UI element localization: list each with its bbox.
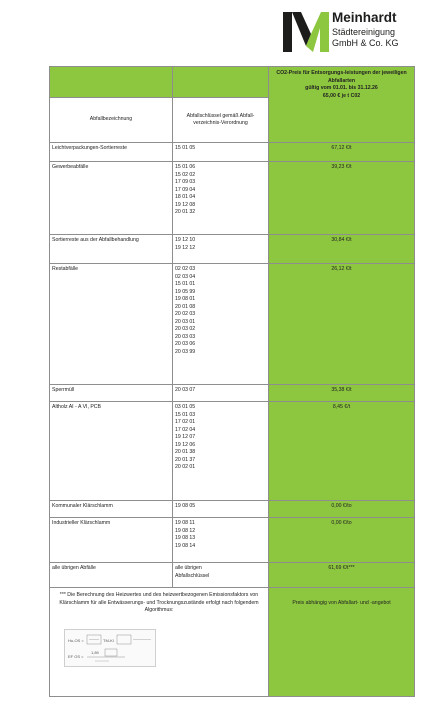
waste-code: 20 01 08 [175,303,196,310]
waste-code: 20 02 01 [175,464,196,470]
waste-code: 20 03 06 [175,341,196,347]
footnote-cell [50,588,269,697]
waste-code: 19 12 12 [175,244,196,251]
waste-code: Abfallschlüssel [175,572,210,579]
waste-name: Kommunaler Klärschlamm [50,501,173,518]
waste-price: 67,12 €/t [269,143,415,162]
waste-code: 19 05 99 [175,288,196,295]
waste-code: 17 02 04 [175,426,196,433]
waste-codes [173,162,269,235]
waste-code: 20 01 32 [175,209,196,215]
co2-price-table [49,66,415,697]
waste-code: 19 08 01 [175,296,196,302]
waste-codes [173,402,269,501]
waste-name: Sortierreste aus der Abfallbehandlung [50,235,173,264]
waste-price: 35,38 €/t [269,385,415,402]
table-row [50,143,415,162]
waste-code: 19 08 14 [175,542,196,549]
header-price-title: CO2-Preis für Entsorgungs-leistungen der jeweiligen Abfallarten [276,70,407,84]
waste-code: 18 01 04 [175,194,196,200]
waste-code: 20 01 38 [175,449,196,455]
waste-code: 20 03 03 [175,333,196,340]
header-waste-name: Abfallbezeichnung [50,98,173,143]
waste-code: 20 03 02 [175,326,196,332]
header-waste-code: Abfallschlüssel gemäß Abfall-verzeichnis-Verordnung [173,98,269,143]
waste-code: 15 02 02 [175,171,196,178]
meinhardt-logo-icon [283,12,329,52]
waste-code: 20 03 01 [175,318,196,325]
table-row [50,563,415,588]
formula-image [64,629,156,667]
waste-codes [173,518,269,563]
waste-code: 19 08 12 [175,527,196,534]
waste-code: 20 01 37 [175,456,196,463]
header-price-rate: 65,00 € je t C02 [322,92,361,99]
waste-price: 0,00 €/to [269,501,415,518]
table-row [50,162,415,235]
waste-price: 30,84 €/t [269,235,415,264]
header-price-column [269,67,415,143]
waste-code: alle übrigen [175,565,202,571]
table-footnote-row [50,588,415,697]
waste-name: Industrieller Klärschlamm [50,518,173,563]
waste-codes [173,501,269,518]
svg-text:EF OS =: EF OS = [68,653,84,659]
company-logo [283,9,423,53]
waste-code: 15 01 01 [175,281,196,287]
table-row [50,264,415,385]
waste-codes [173,235,269,264]
logo-subtitle-line1: Städtereinigung [332,27,396,37]
waste-code: 19 12 06 [175,441,196,448]
table-row [50,518,415,563]
waste-code: 15 01 06 [175,164,196,170]
waste-name: Leichtverpackungen-Sortierreste [50,143,173,162]
waste-code: 20 03 07 [175,387,196,393]
waste-code: 19 08 13 [175,535,196,541]
formula-graphic [65,630,155,666]
waste-code: 02 02 03 [175,266,196,272]
waste-name: Gewerbeabfälle [50,162,173,235]
table-green-top-row [50,67,415,98]
waste-codes [173,264,269,385]
waste-name: Restabfälle [50,264,173,385]
header-green-cell [50,67,173,98]
waste-name: Altholz AI - A VI, PCB [50,402,173,501]
footnote-text: *** Die Berechnung des Heizwertes und des heizwertbezogenen Emissionsfaktors von Klärschlamm für alle Entwässerungs- und Trocknungszustände erfolgt nach folgendem Algorithmus: [59,592,259,613]
waste-code: 19 08 11 [175,520,195,526]
waste-code: 03 01 05 [175,404,196,410]
waste-price: 26,12 €/t [269,264,415,385]
svg-text:1,89: 1,89 [91,649,99,655]
waste-name: alle übrigen Abfälle [50,563,173,588]
waste-code: 20 02 03 [175,311,196,317]
table-row [50,402,415,501]
waste-code: 17 09 03 [175,179,196,185]
header-price-validity: gültig vom 01.01. bis 31.12.26 [305,85,378,91]
logo-subtitle [332,27,399,49]
waste-code: 17 09 04 [175,186,196,193]
waste-code: 19 08 05 [175,503,196,509]
waste-code: 17 02 01 [175,419,196,425]
waste-code: 19 12 10 [175,237,196,243]
footnote-price-note: Preis abhängig von Abfallart- und -angebot [269,588,415,697]
table-row [50,235,415,264]
waste-codes [173,563,269,588]
logo-brand-name: Meinhardt [332,10,397,25]
table-row [50,501,415,518]
waste-price: 61,69 €/t*** [269,563,415,588]
waste-codes [173,385,269,402]
logo-subtitle-line2: GmbH & Co. KG [332,38,399,48]
waste-price: 39,23 €/t [269,162,415,235]
waste-price: 8,45 €/t [269,402,415,501]
waste-name: Sperrmüll [50,385,173,402]
waste-code: 02 03 04 [175,273,196,280]
waste-price: 0,00 €/to [269,518,415,563]
waste-code: 20 03 99 [175,348,196,355]
svg-text:TM-Kl: TM-Kl [103,637,114,643]
svg-text:Hu-OS =: Hu-OS = [68,637,84,643]
waste-code: 19 12 08 [175,201,196,208]
waste-code: 15 01 03 [175,411,196,418]
waste-code: 19 12 07 [175,434,196,440]
waste-codes [173,143,269,162]
waste-code: 15 01 05 [175,145,196,151]
header-green-cell [173,67,269,98]
table-row [50,385,415,402]
